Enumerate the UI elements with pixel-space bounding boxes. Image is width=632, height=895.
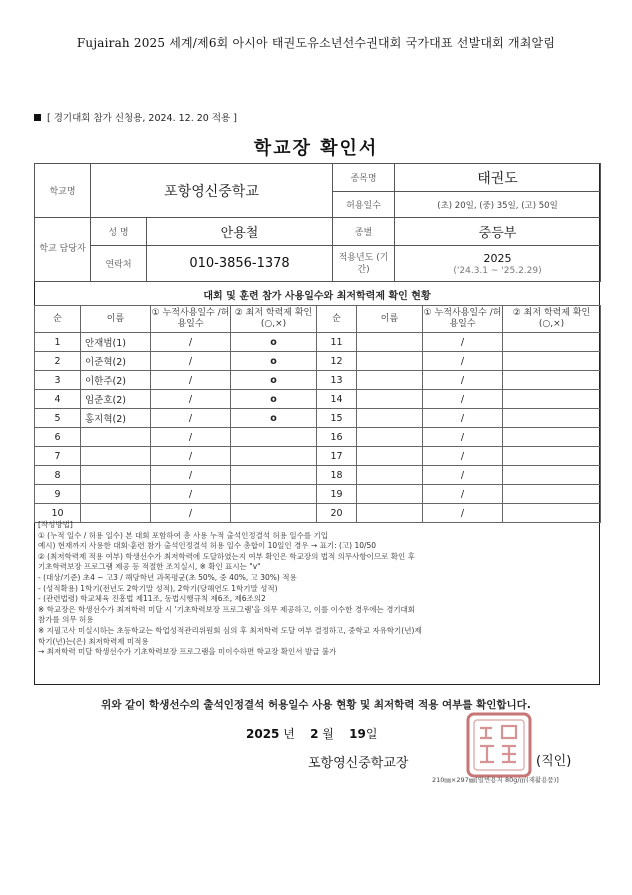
confirmation-statement: 위와 같이 학생선수의 출석인정결석 허용일수 사용 현황 및 최저학력 적용 여부를 확인합니다. [101, 699, 531, 711]
row-days: / [151, 371, 231, 390]
note-line: - (대상/기준) 초4 ~ 고3 / 해당학년 과목평균(초 50%, 중 40%, 고 30%) 적용 [38, 572, 297, 582]
col-name: 이름 [357, 306, 423, 333]
table-row [35, 390, 601, 409]
category-label: 종별 [333, 218, 395, 246]
row-no: 11 [317, 333, 357, 352]
row-grade [503, 352, 601, 371]
row-no: 3 [35, 371, 81, 390]
date-month: 2 [310, 727, 319, 741]
row-days: / [151, 447, 231, 466]
seal-label: (직인) [536, 754, 572, 769]
row-days: / [151, 485, 231, 504]
row-no: 6 [35, 428, 81, 447]
row-no: 19 [317, 485, 357, 504]
note-line: → 최저학력 미달 학생선수가 기초학력보장 프로그램을 미이수하면 학교장 확인서 발급 불가 [38, 647, 337, 657]
row-grade: o [231, 390, 317, 409]
row-grade [231, 485, 317, 504]
col-grade: ② 최저 학력제 확인(○,×) [503, 306, 601, 333]
contact-value: 010-3856-1378 [147, 246, 333, 282]
row-no: 17 [317, 447, 357, 466]
row-days: / [423, 409, 503, 428]
row-no: 1 [35, 333, 81, 352]
table-row [35, 485, 601, 504]
row-name [357, 352, 423, 371]
row-days: / [151, 466, 231, 485]
row-grade [503, 333, 601, 352]
row-grade: o [231, 371, 317, 390]
note-line: 참가를 의무 허용 [38, 615, 94, 625]
row-days: / [423, 352, 503, 371]
roster-table [34, 305, 601, 523]
row-grade: o [231, 333, 317, 352]
table-row [35, 428, 601, 447]
row-no: 8 [35, 466, 81, 485]
table-row [35, 466, 601, 485]
allowed-days-label: 허용일수 [333, 192, 395, 218]
year-value: 2025 [483, 251, 512, 265]
row-no: 13 [317, 371, 357, 390]
row-no: 15 [317, 409, 357, 428]
table-row [35, 409, 601, 428]
row-name [357, 409, 423, 428]
row-days: / [423, 428, 503, 447]
row-days: / [151, 504, 231, 523]
table-row [35, 333, 601, 352]
signer-name: 포항영신중학교장 [308, 756, 409, 771]
row-grade [503, 371, 601, 390]
col-grade: ② 최저 학력제 확인(○,×) [231, 306, 317, 333]
row-grade [503, 447, 601, 466]
writing-instructions [38, 520, 598, 658]
paper-spec-note: 210㎜×297㎜[일반용지 80g/㎡(재활용품)] [432, 776, 559, 784]
col-no: 순 [317, 306, 357, 333]
row-no: 20 [317, 504, 357, 523]
school-value: 포항영신중학교 [91, 164, 333, 218]
note-line: 예시) 현재까지 사용한 대회·훈련 참가 출석인정결석 허용 일수 총합이 10일인 경우 → 표기: (고) 10/50 [38, 541, 377, 551]
period-value: ('24.3.1 ~ '25.2.29) [453, 265, 542, 276]
note-line: - (성적확용) 1학기(전년도 2학기말 성적), 2학기(당해연도 1학기말 성적) [38, 583, 278, 593]
year-label: 적용년도 (기간) [333, 246, 395, 282]
row-days: / [151, 409, 231, 428]
school-label: 학교명 [35, 164, 91, 218]
row-no: 14 [317, 390, 357, 409]
row-grade [503, 409, 601, 428]
date-year: 2025 [246, 727, 280, 741]
row-days: / [423, 504, 503, 523]
row-no: 16 [317, 428, 357, 447]
row-days: / [423, 485, 503, 504]
row-grade [231, 466, 317, 485]
square-bullet-icon [34, 114, 41, 121]
section-title: 대회 및 훈련 참가 사용일수와 최저학력제 확인 현황 [203, 291, 431, 302]
table-row [35, 447, 601, 466]
note-line: 학기(년)는(은) 최저학력제 미적용 [38, 636, 149, 646]
issue-date [246, 725, 377, 742]
form-note-text: [ 경기대회 참가 신청용, 2024. 12. 20 적용 ] [47, 113, 237, 124]
row-name [357, 466, 423, 485]
sport-value: 태권도 [395, 164, 601, 192]
allowed-days-value: (초) 20일, (중) 35일, (고) 50일 [395, 192, 601, 218]
row-name: 홍지혁(2) [81, 409, 151, 428]
note-line: [작성방법] [38, 520, 73, 529]
note-line: ※ 학교장은 학생선수가 최저학력 미달 시 '기초학력보장 프로그램'을 의무 제공하고, 이를 이수한 경우에는 경기대회 [38, 604, 416, 614]
row-name: 안재범(1) [81, 333, 151, 352]
row-no: 18 [317, 466, 357, 485]
row-grade [503, 485, 601, 504]
row-no: 5 [35, 409, 81, 428]
row-days: / [151, 390, 231, 409]
document-title: 학교장 확인서 [253, 138, 379, 159]
row-grade [503, 428, 601, 447]
year-cell [395, 246, 601, 282]
row-days: / [151, 352, 231, 371]
row-name [81, 466, 151, 485]
note-line: ② (최저학력제 적용 여부) 학생선수가 최저학력에 도달하였는지 여부 확인은 학교장의 법적 의무사항이므로 확인 후 [38, 551, 415, 561]
row-days: / [423, 371, 503, 390]
note-line: - (관련법령) 학교체육 진흥법 제11조, 동법시행규칙 제6조, 제6조의2 [38, 594, 266, 604]
col-name: 이름 [81, 306, 151, 333]
row-days: / [423, 466, 503, 485]
note-line: ※ 지필고사 미실시하는 초등학교는 학업성적관리위원회 심의 후 최저학력 도달 여부 결정하고, 중학교 자유학기(년)제 [38, 625, 422, 635]
row-grade: o [231, 352, 317, 371]
sport-label: 종목명 [333, 164, 395, 192]
category-value: 중등부 [395, 218, 601, 246]
col-no: 순 [35, 306, 81, 333]
row-no: 7 [35, 447, 81, 466]
manager-label: 학교 담당자 [35, 218, 91, 282]
row-name [357, 428, 423, 447]
col-days: ① 누적사용일수 /허용일수 [151, 306, 231, 333]
row-name: 이준혁(2) [81, 352, 151, 371]
row-name [81, 428, 151, 447]
table-row [35, 352, 601, 371]
row-days: / [151, 333, 231, 352]
row-no: 2 [35, 352, 81, 371]
row-days: / [423, 447, 503, 466]
contact-label: 연락처 [91, 246, 147, 282]
note-line: 기초학력보장 프로그램 제공 등 적절한 조치실시, ※ 확인 표시는 "v" [38, 562, 261, 572]
official-seal-icon [466, 712, 532, 778]
row-days: / [423, 333, 503, 352]
form-note [34, 110, 237, 124]
row-no: 12 [317, 352, 357, 371]
table-row [35, 371, 601, 390]
row-days: / [423, 390, 503, 409]
name-value: 안용철 [147, 218, 333, 246]
date-month-unit: 월 [322, 727, 334, 741]
date-year-unit: 년 [283, 727, 295, 741]
row-name: 이한주(2) [81, 371, 151, 390]
col-days: ① 누적사용일수 /허용일수 [423, 306, 503, 333]
row-name [357, 333, 423, 352]
row-no: 10 [35, 504, 81, 523]
row-grade [231, 447, 317, 466]
name-label: 성 명 [91, 218, 147, 246]
date-day: 19 [349, 727, 366, 741]
row-days: / [151, 428, 231, 447]
announcement-header: Fujairah 2025 세계/제6회 아시아 태권도유소년선수권대회 국가대표 선발대회 개최알림 [76, 36, 556, 50]
row-name: 임준호(2) [81, 390, 151, 409]
row-name [81, 447, 151, 466]
row-no: 9 [35, 485, 81, 504]
row-name [357, 371, 423, 390]
note-line: ① (누적 일수 / 허용 일수) 본 대회 포함하여 총 사용 누적 출석인정결석 허용 일수를 기입 [38, 530, 328, 540]
info-table [34, 163, 601, 282]
row-name [357, 447, 423, 466]
date-day-unit: 일 [365, 727, 378, 741]
row-grade [503, 390, 601, 409]
row-name [357, 390, 423, 409]
row-grade [503, 466, 601, 485]
row-no: 4 [35, 390, 81, 409]
row-name [357, 485, 423, 504]
row-grade [231, 428, 317, 447]
row-grade: o [231, 409, 317, 428]
row-name [81, 485, 151, 504]
